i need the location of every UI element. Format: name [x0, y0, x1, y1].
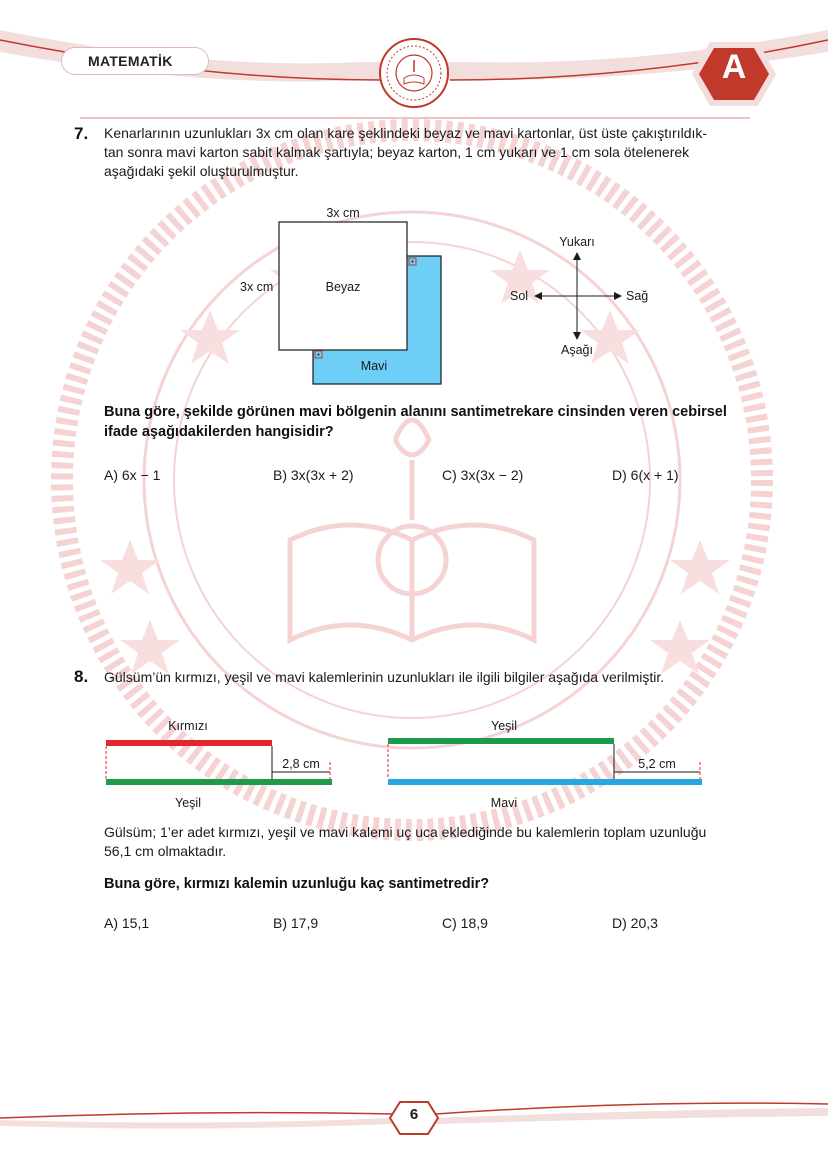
- option-letter: D): [612, 915, 627, 931]
- ministry-seal-icon: [380, 39, 448, 107]
- option-letter: A): [104, 467, 118, 483]
- q8-option-a[interactable]: [104, 915, 149, 931]
- q7-question-line: Buna göre, şekilde görünen mavi bölgenin alanını santimetrekare cinsinden veren cebirsel: [104, 404, 727, 420]
- compass-down-label: Aşağı: [561, 343, 593, 357]
- q8-pencils-figure: [100, 730, 720, 796]
- compass-right-label: Sağ: [626, 289, 649, 303]
- q8-info-line: 56,1 cm olmaktadır.: [104, 843, 227, 859]
- option-text: 6x − 1: [121, 467, 161, 483]
- q8-option-d[interactable]: [612, 915, 658, 931]
- option-letter: B): [273, 915, 287, 931]
- q8-info-line: Gülsüm; 1’er adet kırmızı, yeşil ve mavi kalemi uç uca eklediğinde bu kalemlerin toplam uzunluğu: [104, 824, 707, 840]
- left-top-label: Kırmızı: [168, 719, 208, 733]
- watermark-book-icon: [290, 420, 534, 640]
- compass-figure: [520, 240, 640, 350]
- blue-pencil: [388, 779, 702, 785]
- q7-number: 7.: [74, 124, 89, 143]
- right-bottom-label: Mavi: [490, 796, 518, 810]
- option-text: 3x(3x + 2): [290, 467, 354, 483]
- q8-question: Buna göre, kırmızı kalemin uzunluğu kaç santimetredir?: [104, 876, 490, 892]
- compass-left-label: Sol: [510, 289, 529, 303]
- top-side-label: 3x cm: [326, 206, 360, 220]
- q7-text-line: Kenarlarının uzunlukları 3x cm olan kare şeklindeki beyaz ve mavi kartonlar, üst üste çakıştırıldık-: [104, 125, 708, 141]
- option-letter: A): [104, 915, 118, 931]
- green-pencil-left: [106, 779, 332, 785]
- q7-option-b[interactable]: [273, 467, 354, 483]
- option-text: 3x(3x − 2): [460, 467, 524, 483]
- q8-option-b[interactable]: [273, 915, 318, 931]
- left-side-label: 3x cm: [240, 280, 274, 294]
- q7-text-line: aşağıdaki şekil oluşturulmuştur.: [104, 163, 299, 179]
- q7-question: [104, 402, 784, 442]
- option-text: 20,3: [630, 915, 658, 931]
- q8-number: 8.: [74, 667, 89, 686]
- option-text: 15,1: [121, 915, 150, 931]
- option-letter: D): [612, 467, 627, 483]
- q7-option-c[interactable]: [442, 467, 523, 483]
- right-diff-label: 5,2 cm: [638, 757, 676, 771]
- option-text: 17,9: [290, 915, 319, 931]
- option-letter: C): [442, 915, 457, 931]
- q7-question-line: ifade aşağıdakilerden hangisidir?: [104, 424, 334, 440]
- left-diff-label: 2,8 cm: [282, 757, 320, 771]
- option-text: 18,9: [460, 915, 488, 931]
- q7-option-d[interactable]: [612, 467, 679, 483]
- q8-option-c[interactable]: [442, 915, 488, 931]
- q8-info: [104, 823, 784, 861]
- q7-squares-figure: [230, 200, 470, 390]
- right-top-label: Yeşil: [491, 719, 517, 733]
- q7-option-a[interactable]: [104, 467, 160, 483]
- q7-text-line: tan sonra mavi karton sabit kalmak şartıyla; beyaz karton, 1 cm yukarı ve 1 cm sola ötelenerek: [104, 144, 690, 160]
- left-bottom-label: Yeşil: [175, 796, 201, 810]
- booklet-letter: A: [721, 48, 747, 86]
- red-pencil: [106, 740, 272, 746]
- subject-title: MATEMATİK: [88, 53, 173, 69]
- q7-text: [104, 124, 764, 181]
- option-text: 6(x + 1): [630, 467, 679, 483]
- green-pencil-right: [388, 738, 614, 744]
- page-number: 6: [409, 1106, 419, 1123]
- q8-text: Gülsüm’ün kırmızı, yeşil ve mavi kalemlerinin uzunlukları ile ilgili bilgiler aşağıda verilmiştir.: [104, 669, 665, 685]
- option-letter: B): [273, 467, 287, 483]
- white-label: Beyaz: [325, 280, 361, 294]
- compass-up-label: Yukarı: [559, 235, 595, 249]
- blue-label: Mavi: [360, 359, 388, 373]
- option-letter: C): [442, 467, 457, 483]
